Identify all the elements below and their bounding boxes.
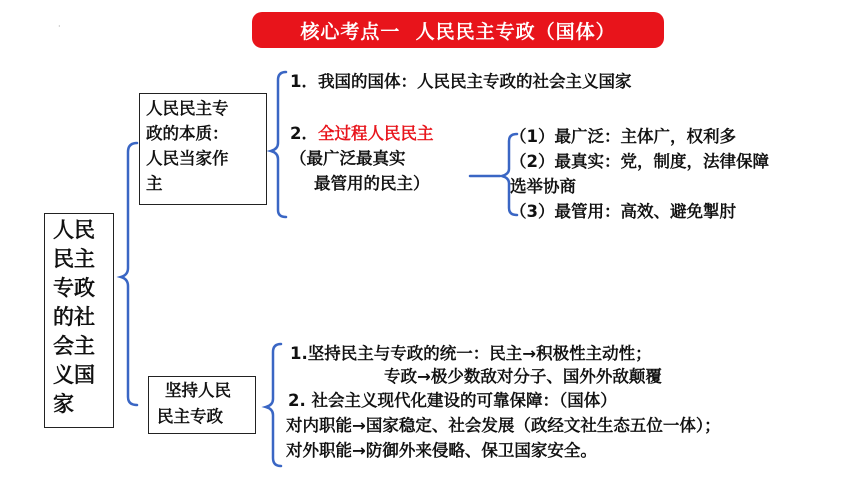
persist-line: 民主专政 <box>157 407 223 426</box>
root-line: 义国 <box>53 363 95 387</box>
decor-dot: · <box>58 22 61 31</box>
sub-item-2: （2）最真实：党，制度，法律保障 <box>510 152 769 171</box>
root-box <box>44 213 114 428</box>
root-line: 的社 <box>53 305 95 329</box>
essence-bracket <box>271 72 286 217</box>
root-line: 人民 <box>53 218 95 242</box>
persist-box <box>148 376 256 434</box>
root-line: 会主 <box>53 334 95 358</box>
root-line: 专政 <box>53 276 95 300</box>
essence-line: 人民民主专 <box>146 99 229 118</box>
essence-box <box>139 93 267 205</box>
root-line: 家 <box>53 392 74 416</box>
essence-line: 主 <box>146 174 163 193</box>
title-banner: 核心考点一 人民民主专政（国体） <box>252 12 664 48</box>
main-bracket <box>121 143 137 405</box>
item2-note-1: （最广泛最真实 <box>290 149 406 168</box>
essence-item-2 <box>290 121 433 146</box>
persist-point-1: 1.坚持民主与专政的统一：民主→积极性主动性； <box>290 344 652 363</box>
sub-item-1: （1）最广泛：主体广，权利多 <box>510 127 736 146</box>
persist-line: 坚持人民 <box>165 381 231 400</box>
root-line: 民主 <box>53 247 95 271</box>
essence-item-1: 1．我国的国体：人民民主专政的社会主义国家 <box>290 72 632 91</box>
persist-point-1-cont: 专政→极少数敌对分子、国外外敌颠覆 <box>384 367 662 386</box>
persist-point-2: 2. 社会主义现代化建设的可靠保障：（国体） <box>288 391 617 410</box>
item2-prefix: 2． <box>290 124 318 143</box>
item2-highlight: 全过程人民民主 <box>317 124 434 143</box>
sub-item-2-cont: 选举协商 <box>510 177 576 196</box>
sub-item-3: （3）最管用：高效、避免掣肘 <box>510 202 736 221</box>
persist-point-2-internal: 对内职能→国家稳定、社会发展（政经文社生态五位一体）； <box>286 416 721 435</box>
essence-line: 人民当家作 <box>146 149 229 168</box>
persist-point-2-external: 对外职能→防御外来侵略、保卫国家安全。 <box>286 441 597 460</box>
essence-line: 政的本质： <box>146 124 229 143</box>
item2-note-2: 最管用的民主） <box>314 174 430 193</box>
persist-bracket <box>266 344 281 466</box>
